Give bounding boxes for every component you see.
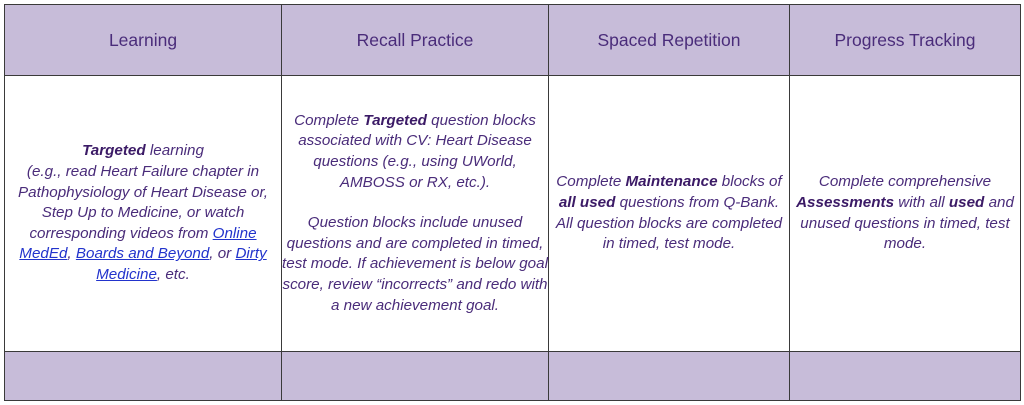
spaced-bold-all-used: all used <box>558 193 616 211</box>
progress-bold-assessments: Assessments <box>796 193 895 211</box>
learning-text-3: , <box>67 245 76 263</box>
footer-cell-3 <box>549 352 790 401</box>
recall-bold-targeted: Targeted <box>363 111 427 129</box>
progress-bold-used: used <box>948 193 985 211</box>
link-online-meded[interactable]: Online MedEd <box>19 224 257 263</box>
learning-text-5: , etc. <box>156 265 190 283</box>
spaced-text-3: questions from Q-Bank. All question blocks are completed in timed, test mode. <box>555 193 783 253</box>
cell-learning <box>5 76 282 352</box>
cell-recall-practice <box>282 76 549 352</box>
spaced-bold-maintenance: Maintenance <box>625 173 718 191</box>
header-learning: Learning <box>5 5 282 76</box>
content-row <box>5 76 1021 352</box>
cell-spaced-repetition <box>549 76 790 352</box>
learning-text-2: (e.g., read Heart Failure chapter in Pathophysiology of Heart Disease or, Step Up to Medicine, or watch corresponding videos from <box>18 163 268 242</box>
link-boards-and-beyond[interactable]: Boards and Beyond <box>75 245 210 263</box>
learning-bold-targeted: Targeted <box>82 142 146 160</box>
footer-cell-1 <box>5 352 282 401</box>
cell-progress-tracking <box>790 76 1021 352</box>
recall-paragraph-1 <box>282 111 548 193</box>
header-row <box>5 5 1021 76</box>
progress-text-3: and unused questions in timed, test mode. <box>800 193 1014 253</box>
header-recall-practice: Recall Practice <box>282 5 549 76</box>
learning-text <box>5 141 281 285</box>
footer-cell-2 <box>282 352 549 401</box>
spaced-text-1: Complete <box>556 173 626 191</box>
study-plan-table <box>4 4 1021 401</box>
footer-row <box>5 352 1021 401</box>
spaced-text-2: blocks of <box>717 173 782 191</box>
recall-text-2: question blocks associated with CV: Heart Disease questions (e.g., using UWorld, AMBOSS or RX, etc.). <box>298 111 536 191</box>
header-spaced-repetition: Spaced Repetition <box>549 5 790 76</box>
progress-text-1: Complete comprehensive <box>818 173 992 191</box>
spaced-text <box>549 172 789 254</box>
recall-text-1: Complete <box>294 111 364 129</box>
learning-text-4: , or <box>209 245 236 263</box>
footer-cell-4 <box>790 352 1021 401</box>
paragraph-gap <box>282 193 548 213</box>
header-progress-tracking: Progress Tracking <box>790 5 1021 76</box>
progress-text <box>790 172 1020 254</box>
link-dirty-medicine[interactable]: Dirty Medicine <box>96 245 267 283</box>
learning-text-1: learning <box>145 142 204 160</box>
recall-paragraph-2: Question blocks include unused questions and are completed in timed, test mode. If achievement is below goal score, review “incorrects” and redo with a new achievement goal. <box>282 214 548 314</box>
progress-text-2: with all <box>894 193 949 211</box>
